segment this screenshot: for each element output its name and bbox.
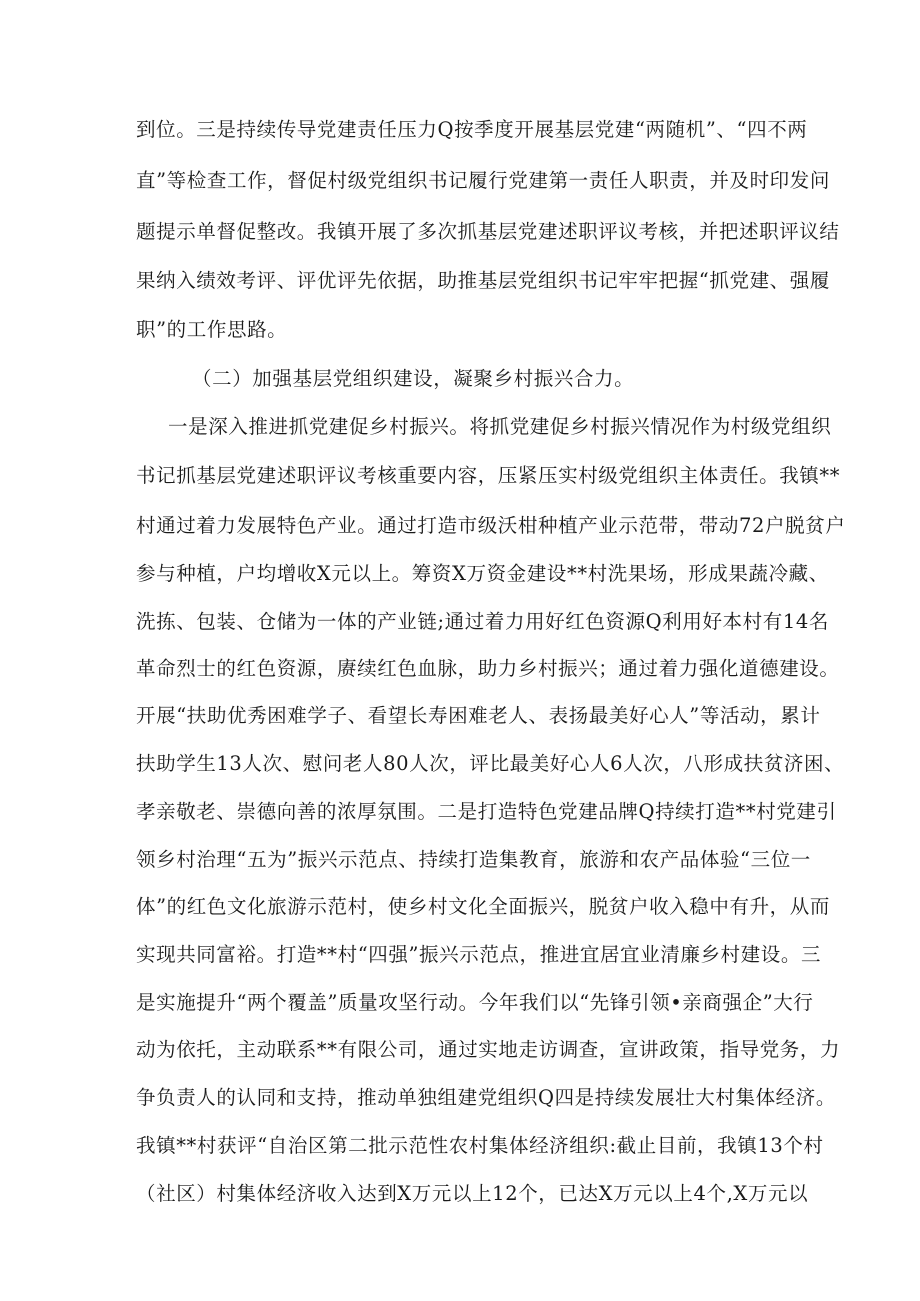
text-line: 参与种植，户均增收X元以上。筹资X万资金建设**村洗果场，形成果蔬冷藏、 bbox=[136, 562, 829, 585]
section-heading: （二）加强基层党组织建设，凝聚乡村振兴合力。 bbox=[192, 367, 635, 390]
text-line: （社区）村集体经济收入达到X万元以上12个，已达X万元以上4个,X万元以 bbox=[136, 1182, 809, 1205]
text-line: 动为依托，主动联系**有限公司，通过实地走访调查，宣讲政策，指导党务，力 bbox=[136, 1038, 841, 1061]
text-line: 村通过着力发展特色产业。通过打造市级沃柑种植产业示范带，带动72户脱贫户 bbox=[136, 514, 846, 537]
text-line: 到位。三是持续传导党建责任压力Q按季度开展基层党建“两随机”、“四不两 bbox=[136, 118, 808, 141]
text-line: 书记抓基层党建述职评议考核重要内容，压紧压实村级党组织主体责任。我镇** bbox=[136, 464, 841, 487]
text-line: 实现共同富裕。打造**村“四强”振兴示范点，推进宜居宜业清廉乡村建设。三 bbox=[136, 943, 822, 966]
text-line: 我镇**村获评“自治区第二批示范性农村集体经济组织:截止目前，我镇13个村 bbox=[136, 1134, 824, 1157]
text-line: 一是深入推进抓党建促乡村振兴。将抓党建促乡村振兴情况作为村级党组织 bbox=[168, 415, 832, 438]
text-line: 开展“扶助优秀困难学子、看望长寿困难老人、表扬最美好心人”等活动，累计 bbox=[136, 704, 821, 727]
text-line: 革命烈士的红色资源，赓续红色血脉，助力乡村振兴；通过着力强化道德建设。 bbox=[136, 657, 840, 680]
text-line: 题提示单督促整改。我镇开展了多次抓基层党建述职评议考核，并把述职评议结 bbox=[136, 220, 840, 243]
text-line: 洗拣、包装、仓储为一体的产业链;通过着力用好红色资源Q利用好本村有14名 bbox=[136, 610, 829, 633]
text-line: 孝亲敬老、崇德向善的浓厚氛围。二是打造特色党建品牌Q持续打造**村党建引 bbox=[136, 800, 837, 823]
text-line: 争负责人的认同和支持，推动单独组建党组织Q四是持续发展壮大村集体经济。 bbox=[136, 1086, 836, 1109]
text-line: 扶助学生13人次、慰问老人80人次，评比最美好心人6人次，八形成扶贫济困、 bbox=[136, 752, 845, 775]
text-line: 直”等检查工作，督促村级党组织书记履行党建第一责任人职责，并及时印发问 bbox=[136, 169, 830, 192]
text-line: 果纳入绩效考评、评优评先依据，助推基层党组织书记牢牢把握“抓党建、强履 bbox=[136, 269, 830, 292]
text-line: 领乡村治理“五为”振兴示范点、持续打造集教育，旅游和农产品体验“三位一 bbox=[136, 848, 811, 871]
text-line: 职”的工作思路。 bbox=[136, 318, 288, 341]
text-line: 是实施提升“两个覆盖”质量攻坚行动。今年我们以“先锋引领•亲商强企”大行 bbox=[136, 991, 814, 1014]
text-line: 体”的红色文化旅游示范村，使乡村文化全面振兴，脱贫户收入稳中有升，从而 bbox=[136, 895, 830, 918]
